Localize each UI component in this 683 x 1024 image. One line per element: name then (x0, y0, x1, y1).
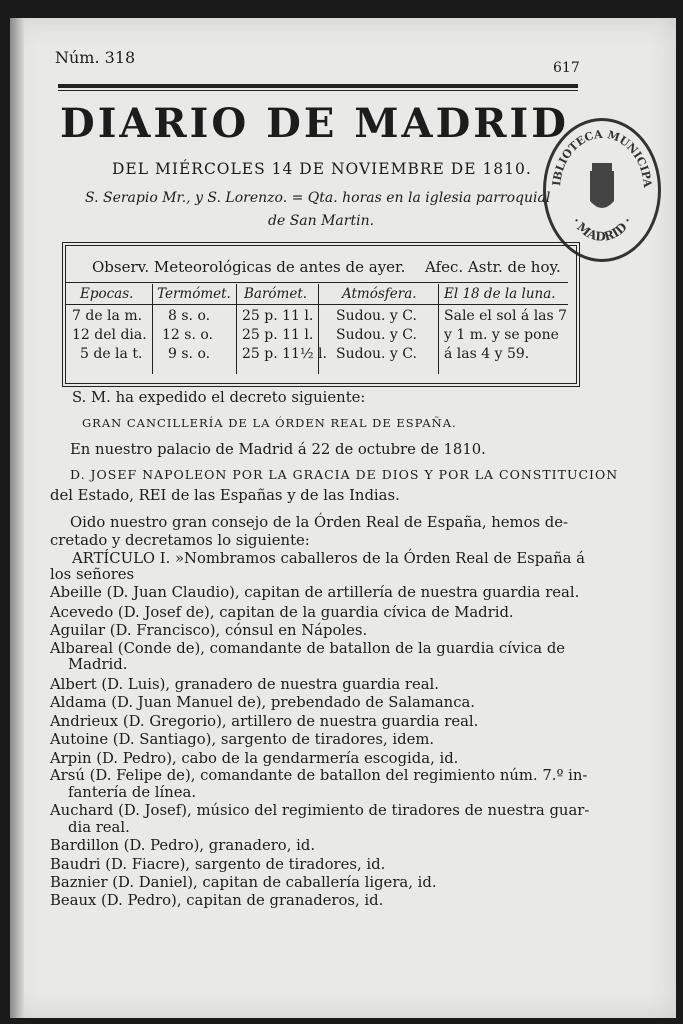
list-item: Aguilar (D. Francisco), cónsul en Nápoles. (50, 622, 368, 639)
header-rule-thin (58, 90, 578, 91)
table-cell: 5 de la t. (80, 346, 143, 362)
table-cell: 25 p. 11 l. (242, 308, 314, 324)
list-item: Acevedo (D. Josef de), capitan de la guardia cívica de Madrid. (50, 604, 514, 621)
table-cell: 12 del dia. (72, 327, 147, 343)
moon-text: y 1 m. y se pone (444, 327, 559, 343)
column-header: Atmósfera. (342, 286, 417, 302)
table-divider (152, 284, 153, 374)
list-item: Albert (D. Luis), granadero de nuestra guardia real. (50, 676, 439, 693)
list-item: Autoine (D. Santiago), sargento de tiradores, idem. (50, 731, 435, 748)
column-header: Epocas. (80, 286, 134, 302)
date-line: DEL MIÉRCOLES 14 DE NOVIEMBRE DE 1810. (112, 160, 532, 178)
list-item: Baudri (D. Fiacre), sargento de tiradores, id. (50, 856, 386, 873)
table-divider (236, 284, 237, 374)
column-header: Barómet. (244, 286, 308, 302)
list-item: Auchard (D. Josef), músico del regimiento de tiradores de nuestra guar- (50, 802, 590, 819)
section-heading: GRAN CANCILLERÍA DE LA ÓRDEN REAL DE ESPAÑA. (82, 416, 457, 430)
table-rule (66, 304, 568, 305)
newspaper-title: DIARIO DE MADRID (60, 100, 569, 147)
table-cell: 7 de la m. (72, 308, 143, 324)
book-spine (10, 18, 24, 1018)
list-item: Beaux (D. Pedro), capitan de granaderos, id. (50, 892, 384, 909)
table-cell: Sudou. y C. (336, 308, 417, 324)
astro-heading: Afec. Astr. de hoy. (425, 258, 561, 276)
table-cell: Sudou. y C. (336, 346, 417, 362)
list-item: Baznier (D. Daniel), capitan de caballería ligera, id. (50, 874, 437, 891)
table-cell: Sudou. y C. (336, 327, 417, 343)
moon-text: Sale el sol á las 7 (444, 308, 568, 324)
list-item-continuation: Madrid. (68, 656, 128, 673)
saints-line: S. Serapio Mr., y S. Lorenzo. = Qta. horas en la iglesia parroquial (85, 190, 551, 206)
list-item: Arsú (D. Felipe de), comandante de batallon del regimiento núm. 7.º in- (50, 767, 588, 784)
table-divider (438, 284, 439, 374)
table-rule (66, 282, 568, 283)
svg-text:BIBLIOTECA MUNICIPAL: IBLIOTECA MUNICIPA (550, 127, 655, 189)
body-text: Oido nuestro gran consejo de la Órden Real de España, hemos de- (70, 514, 569, 531)
list-item: Bardillon (D. Pedro), granadero, id. (50, 837, 316, 854)
body-text: del Estado, REI de las Españas y de las Indias. (50, 487, 400, 504)
table-cell: 25 p. 11 l. (242, 327, 314, 343)
header-rule (58, 84, 578, 88)
moon-text: á las 4 y 59. (444, 346, 530, 362)
issue-number: Núm. 318 (55, 48, 136, 67)
body-text: S. M. ha expedido el decreto siguiente: (72, 389, 366, 406)
list-item: Aldama (D. Juan Manuel de), prebendado de Salamanca. (50, 694, 476, 711)
body-text: cretado y decretamos lo siguiente: (50, 532, 310, 549)
saints-line-2: de San Martin. (268, 213, 375, 229)
svg-text:· MADRID ·: · MADRID · (569, 214, 635, 244)
body-text: los señores (50, 566, 135, 583)
list-item-continuation: fantería de línea. (68, 784, 197, 801)
list-item: Arpin (D. Pedro), cabo de la gendarmería escogida, id. (50, 750, 459, 767)
column-header: Termómet. (157, 286, 231, 302)
list-item: Andrieux (D. Gregorio), artillero de nuestra guardia real. (50, 713, 479, 730)
article-heading: ARTÍCULO I. »Nombramos caballeros de la Órden Real de España á (72, 550, 585, 567)
table-cell: 12 s. o. (162, 327, 213, 343)
meteo-heading: Observ. Meteorológicas de antes de ayer. (92, 258, 406, 276)
stamp-seal-icon (546, 121, 658, 259)
library-stamp (543, 118, 661, 262)
table-cell: 9 s. o. (168, 346, 211, 362)
column-header: El 18 de la luna. (444, 286, 556, 302)
body-text: En nuestro palacio de Madrid á 22 de octubre de 1810. (70, 441, 486, 458)
table-cell: 25 p. 11½ l. (242, 346, 327, 362)
list-item: Albareal (Conde de), comandante de batallon de la guardia cívica de (50, 640, 566, 657)
list-item: Abeille (D. Juan Claudio), capitan de artillería de nuestra guardia real. (50, 584, 580, 601)
body-text: D. JOSEF NAPOLEON POR LA GRACIA DE DIOS Y POR LA CONSTITUCION (70, 467, 619, 482)
page-number: 617 (553, 60, 580, 76)
list-item-continuation: dia real. (68, 819, 130, 836)
table-cell: 8 s. o. (168, 308, 211, 324)
